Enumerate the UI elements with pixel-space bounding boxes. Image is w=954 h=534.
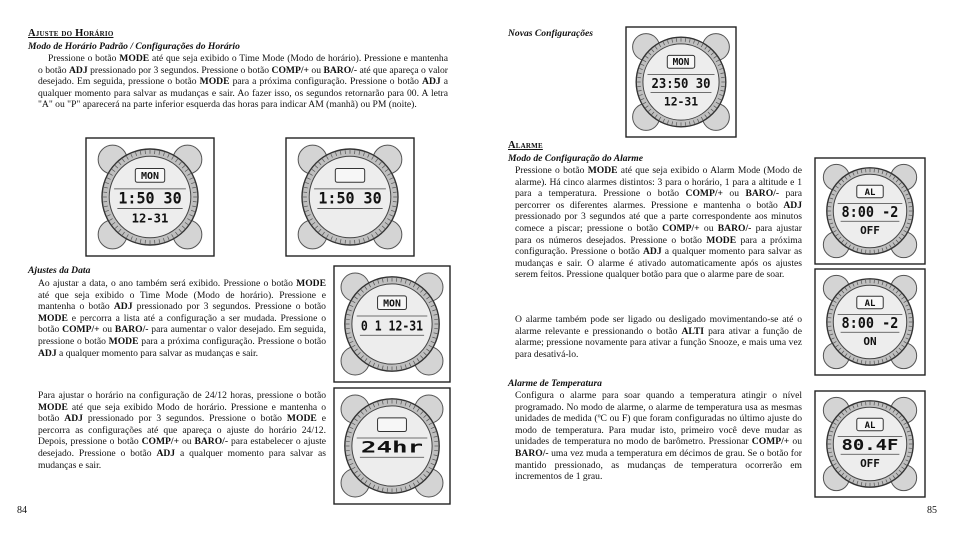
lcd-bottom-text: OFF: [860, 223, 880, 237]
alarm-subheading: Modo de Configuração do Alarme: [508, 153, 644, 164]
button-name: ADJ: [38, 347, 57, 359]
button-name: MODE: [199, 76, 230, 88]
watch-face-svg: [333, 387, 451, 505]
button-name: BARO/-: [515, 447, 549, 459]
temp-alarm-subheading: Alarme de Temperatura: [508, 378, 602, 389]
watch-display: [333, 387, 451, 505]
watch-display: [814, 157, 926, 265]
watch-display: [625, 26, 737, 138]
alarm-para-temperature: Configura o alarme para soar quando a temperatura atingir o nível programado. No modo de alarme, o alarme de temperatura usa as mesmas unidades de medida (ºC ou F) que foram configuradas no último ajuste do modo de temperatura. Para mudar isto, primeiro você deve mudar as unidades de temperatura no modo de barômetro. Pressionar COMP/+ ou BARO/- uma vez muda a temperatura em décimos de grau. Se o botão for mantido pressionado, as mudanças de temperatura ocorrerão em incrementos de 1 grau.: [515, 390, 802, 483]
button-name: COMP/+: [141, 436, 180, 448]
button-name: COMP/+: [685, 188, 723, 200]
button-name: MODE: [286, 413, 317, 425]
watch-face-svg: [85, 137, 215, 257]
lcd-main-text: 23:50 30: [651, 77, 711, 93]
lcd-top-text: MON: [672, 57, 690, 69]
lcd-bottom-text: OFF: [860, 456, 880, 470]
button-name: MODE: [587, 165, 618, 176]
lcd-main-text: 1:50 30: [318, 188, 382, 208]
lcd-top-text: AL: [864, 298, 876, 309]
button-name: ADJ: [783, 199, 802, 211]
button-name: MODE: [296, 278, 326, 289]
lcd-main-text: 8:00 -2: [841, 314, 899, 332]
button-name: ADJ: [422, 76, 441, 88]
watch-face-svg: [814, 268, 926, 376]
button-name: COMP/+: [62, 324, 100, 336]
watch-display: [333, 265, 451, 383]
button-name: COMP/+: [662, 222, 700, 234]
left-para-24h: Para ajustar o horário na configuração de 24/12 horas, pressione o botão MODE até que seja exibido Modo de horário. Pressione e mantenha o botão ADJ pressionado por 3 segundos. Pressione o botão MODE e percorra as configurações até que apareça o ajuste do horário 24/12. Depois, pressione o botão COMP/+ ou BARO/- para estabelecer o ajuste desejado. Pressione o botão ADJ a qualquer momento para salvar as mudanças e sair.: [38, 390, 326, 471]
lcd-main-text: 24hr: [360, 437, 424, 457]
button-name: MODE: [706, 234, 737, 246]
alarm-heading: Alarme: [508, 140, 543, 151]
button-name: COMP/+: [751, 436, 790, 448]
lcd-top-text: MON: [383, 298, 401, 310]
button-name: ADJ: [113, 301, 133, 313]
lcd-top-text: AL: [864, 420, 876, 431]
lcd-bottom-text: ON: [863, 334, 877, 348]
left-heading: Ajuste do Horário: [28, 28, 114, 39]
watch-face-svg: [814, 157, 926, 265]
button-name: MODE: [38, 312, 68, 324]
lcd-bottom-text: 12-31: [663, 94, 699, 109]
button-name: BARO/-: [114, 324, 149, 336]
button-name: COMP/+: [271, 64, 309, 76]
button-name: ADJ: [156, 447, 176, 459]
button-name: MODE: [38, 401, 68, 413]
watch-display: [814, 390, 926, 498]
button-name: ADJ: [68, 64, 88, 76]
alarm-para-snooze: O alarme também pode ser ligado ou desligado movimentando-se até o alarme relevante e pressionando o botão ALTI para ativar a função de alarme; pressione novamente para ativar a função Snooze, e mais uma vez para desativá-lo.: [515, 314, 802, 360]
new-settings-subheading: Novas Configurações: [508, 28, 594, 39]
lcd-top-text: MON: [140, 170, 160, 182]
date-subheading: Ajustes da Data: [28, 265, 91, 276]
button-name: ALTI: [681, 325, 705, 337]
left-para-time: Pressione o botão MODE até que seja exibido o Time Mode (Modo de horário). Pressione e mantenha o botão ADJ pressionado por 3 segundos. Pressione o botão COMP/+ ou BARO/- até que apareça o valor desejado. Em seguida, pressione o botão MODE para a próxima configuração. Pressione o botão ADJ a qualquer momento para salvar as mudanças e sair. Ao fazer isso, os segundos retornarão para 00. A letra "A" ou "P" aparecerá na parte inferior esquerda das horas para indicar AM (manhã) ou PM (noite).: [38, 53, 449, 111]
watch-face-svg: [814, 390, 926, 498]
lcd-main-text: 0 1 12-31: [360, 318, 424, 335]
lcd-main-text: 80.4F: [841, 436, 899, 454]
button-name: MODE: [108, 335, 139, 347]
button-name: BARO/-: [323, 64, 358, 76]
watch-display: [285, 137, 415, 257]
alarm-para-setup: Pressione o botão MODE até que seja exibido o Alarm Mode (Modo de alarme). Há cinco alarmes distintos: 3 para o horário, 1 para a altitude e 1 para a temperatura. Pressione o botão COMP/+ ou BARO/- para percorrer os diferentes alarmes. Pressione e mantenha o botão ADJ pressionado por 3 segundos até que a parte correspondente aos minutos comece a piscar; pressione o botão COMP/+ ou BARO/- para ajustar para os números desejados. Pressione o botão MODE para a próxima configuração. Pressione o botão ADJ a qualquer momento para salvar as mudanças e sair. O alarme é ativado automaticamente após os ajustes serem feitos. Pressione qualquer botão para que o alarme pare de soar.: [515, 165, 803, 281]
button-name: MODE: [119, 53, 150, 64]
left-para-date: Ao ajustar a data, o ano também será exibido. Pressione o botão MODE até que seja exibido o Time Mode (Modo de horário). Pressione e mantenha o botão ADJ pressionado por 3 segundos. Pressione o botão MODE e percorra a lista até a configuração a ser mudada. Pressione o botão COMP/+ ou BARO/- para aumentar o valor desejado. Em seguida, pressione o botão MODE para a próxima configuração. Pressione o botão ADJ a qualquer momento para salvar as mudanças e sair.: [38, 278, 326, 359]
watch-face-svg: [333, 265, 451, 383]
lcd-bottom-text: 12-31: [131, 211, 169, 226]
button-name: BARO/-: [745, 188, 780, 200]
watch-display: [85, 137, 215, 257]
page-number-left: 84: [17, 505, 27, 516]
button-name: ADJ: [642, 246, 662, 258]
page-number-right: 85: [927, 505, 937, 516]
button-name: BARO/-: [194, 436, 229, 448]
button-name: ADJ: [64, 413, 83, 425]
button-name: BARO/-: [717, 222, 752, 234]
lcd-main-text: 1:50 30: [118, 188, 182, 208]
lcd-top-text: AL: [864, 187, 876, 198]
lcd-main-text: 8:00 -2: [841, 203, 899, 221]
left-subheading: Modo de Horário Padrão / Configurações do Horário: [28, 41, 240, 52]
watch-face-svg: [285, 137, 415, 257]
watch-display: [814, 268, 926, 376]
watch-face-svg: [625, 26, 737, 138]
